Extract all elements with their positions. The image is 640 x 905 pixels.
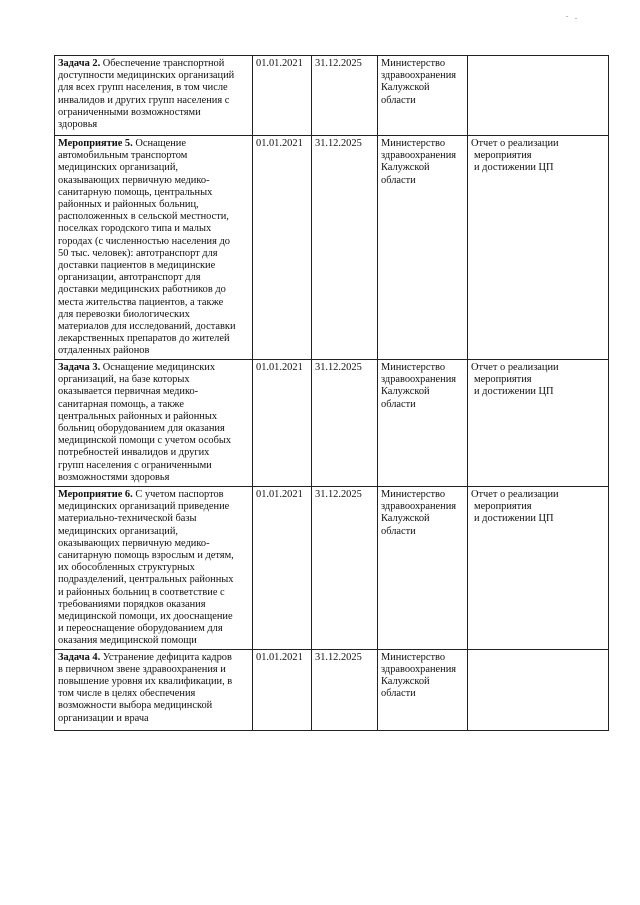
description-line: расположенных в сельской местности,	[58, 211, 229, 223]
description-line: центральных районных и районных	[58, 410, 218, 422]
end-date-cell	[312, 649, 378, 730]
end-date-cell	[312, 360, 378, 487]
end-date: 31.12.2025	[315, 138, 362, 149]
start-date-cell	[253, 649, 312, 730]
description-line: материально-технической базы	[58, 513, 197, 525]
responsible-line: здравоохранения	[381, 70, 457, 82]
description-line: потребностей инвалидов и других	[58, 447, 210, 459]
description-line	[58, 652, 250, 664]
start-date-cell	[253, 487, 312, 650]
description-line: оказания медицинской помощи	[58, 635, 197, 647]
start-date-cell	[253, 360, 312, 487]
item-title: Мероприятие 5.	[58, 138, 133, 149]
description-line	[58, 489, 250, 501]
description-text: Оснащение медицинских	[102, 362, 216, 373]
description-text: С учетом паспортов	[135, 489, 224, 500]
description-line: организации и врача	[58, 712, 149, 724]
description-text: Обеспечение транспортной	[102, 58, 225, 69]
responsible-line: Калужской	[381, 82, 430, 94]
description-cell	[55, 649, 253, 730]
start-date: 01.01.2021	[256, 489, 303, 500]
responsible-line: области	[381, 688, 416, 700]
start-date-cell	[253, 136, 312, 360]
table-row	[55, 360, 609, 487]
measures-table	[54, 55, 609, 731]
responsible-line: Министерство	[381, 489, 446, 500]
description-line: и переоснащение оборудованием для	[58, 623, 223, 635]
responsible-line: Министерство	[381, 362, 446, 373]
responsible-line: Калужской	[381, 162, 430, 174]
end-date: 31.12.2025	[315, 489, 362, 500]
description-cell	[55, 360, 253, 487]
description-line: возможностями здоровья	[58, 471, 170, 483]
description-line: групп населения с ограниченными	[58, 459, 212, 471]
description-line: городах (с численностью населения до	[58, 235, 230, 247]
description-line: медицинских организаций,	[58, 525, 178, 537]
responsible-line: здравоохранения	[381, 374, 457, 386]
description-line: оказывается первичная медико-	[58, 386, 199, 398]
result-line: Отчет о реализации	[471, 489, 559, 500]
start-date: 01.01.2021	[256, 58, 303, 69]
description-line: доставки медицинских работников до	[58, 284, 226, 296]
description-line: места жительства пациентов, а также	[58, 296, 224, 308]
item-title: Задача 2.	[58, 58, 101, 69]
responsible-line: Калужской	[381, 676, 430, 688]
description-line: здоровья	[58, 119, 98, 131]
result-cell	[468, 487, 609, 650]
description-line: материалов для исследований, доставки	[58, 321, 236, 333]
measures-table-body	[55, 56, 609, 731]
result-cell	[468, 649, 609, 730]
responsible-cell	[378, 487, 468, 650]
description-line: больниц оборудованием для оказания	[58, 423, 225, 435]
responsible-line: Калужской	[381, 386, 430, 398]
result-cell	[468, 56, 609, 136]
description-line: организаций, на базе которых	[58, 374, 190, 386]
description-line: доставки пациентов в медицинские	[58, 260, 216, 272]
table-row	[55, 136, 609, 360]
result-line: и достижении ЦП	[474, 513, 554, 525]
end-date-cell	[312, 136, 378, 360]
result-line: мероприятия	[474, 374, 532, 386]
responsible-line: здравоохранения	[381, 501, 457, 513]
description-text: Устранение дефицита кадров	[102, 651, 232, 663]
description-line: автомобильным транспортом	[58, 150, 188, 162]
description-line: поселках городского типа и малых	[58, 223, 212, 235]
table-row	[55, 56, 609, 136]
description-line: для перевозки биологических	[58, 308, 190, 320]
description-text: Оснащение	[135, 138, 186, 149]
start-date-cell	[253, 56, 312, 136]
description-line: оказывающих первичную медико-	[58, 537, 210, 549]
result-line: мероприятия	[474, 501, 532, 513]
description-line: медицинской помощи с учетом особых	[58, 435, 232, 447]
description-line	[58, 138, 250, 150]
description-line: санитарную помощь взрослым и детям,	[58, 550, 234, 562]
item-title: Мероприятие 6.	[58, 489, 133, 500]
responsible-line: области	[381, 525, 416, 537]
responsible-line: области	[381, 398, 416, 410]
end-date-cell	[312, 56, 378, 136]
start-date: 01.01.2021	[256, 138, 303, 149]
scan-speck	[566, 16, 568, 17]
result-cell	[468, 360, 609, 487]
description-line: инвалидов и других групп населения с	[58, 94, 230, 106]
description-line: медицинской помощи, их дооснащение	[58, 611, 233, 623]
responsible-line: области	[381, 174, 416, 186]
responsible-line: Министерство	[381, 651, 446, 663]
responsible-line: здравоохранения	[381, 150, 457, 162]
description-line: отдаленных районов	[58, 345, 150, 357]
description-line: ограниченными возможностями	[58, 106, 201, 118]
description-line: и районных больниц в соответствие с	[58, 586, 225, 598]
description-line: том числе в целях обеспечения	[58, 688, 196, 700]
responsible-cell	[378, 56, 468, 136]
description-line: доступности медицинских организаций	[58, 70, 235, 82]
description-line: организации, автотранспорт для	[58, 272, 201, 284]
responsible-cell	[378, 136, 468, 360]
start-date: 01.01.2021	[256, 651, 303, 663]
description-line: в первичном звене здравоохранения и	[58, 663, 226, 675]
description-line	[58, 58, 250, 70]
result-line: и достижении ЦП	[474, 386, 554, 398]
end-date: 31.12.2025	[315, 651, 362, 663]
description-line: лекарственных препаратов до жителей	[58, 333, 230, 345]
description-line: для всех групп населения, в том числе	[58, 82, 228, 94]
description-line: 50 тыс. человек): автотранспорт для	[58, 247, 218, 259]
description-cell	[55, 487, 253, 650]
end-date-cell	[312, 487, 378, 650]
description-line: санитарная помощь, а также	[58, 398, 184, 410]
responsible-line: Калужской	[381, 513, 430, 525]
responsible-cell	[378, 360, 468, 487]
start-date: 01.01.2021	[256, 362, 303, 373]
result-line: Отчет о реализации	[471, 138, 559, 149]
table-row	[55, 487, 609, 650]
description-line: подразделений, центральных районных	[58, 574, 234, 586]
description-line: санитарную помощь, центральных	[58, 186, 213, 198]
responsible-line: здравоохранения	[381, 663, 457, 675]
end-date: 31.12.2025	[315, 362, 362, 373]
item-title: Задача 4.	[58, 651, 101, 663]
description-line: районных и районных больниц,	[58, 199, 199, 211]
description-line: повышение уровня их квалификации, в	[58, 676, 233, 688]
description-line: возможности выбора медицинской	[58, 700, 213, 712]
description-line: медицинских организаций,	[58, 162, 178, 174]
result-line: мероприятия	[474, 150, 532, 162]
description-line: оказывающих первичную медико-	[58, 174, 210, 186]
description-cell	[55, 56, 253, 136]
end-date: 31.12.2025	[315, 58, 362, 69]
result-line: Отчет о реализации	[471, 362, 559, 373]
table-row	[55, 649, 609, 730]
description-line: требованиями порядков оказания	[58, 598, 206, 610]
item-title: Задача 3.	[58, 362, 101, 373]
responsible-line: области	[381, 94, 416, 106]
result-line: и достижении ЦП	[474, 162, 554, 174]
responsible-line: Министерство	[381, 58, 446, 69]
description-line: медицинских организаций приведение	[58, 501, 230, 513]
responsible-line: Министерство	[381, 138, 446, 149]
responsible-cell	[378, 649, 468, 730]
description-cell	[55, 136, 253, 360]
scan-speck	[575, 18, 577, 19]
result-cell	[468, 136, 609, 360]
description-line: их обособленных структурных	[58, 562, 195, 574]
description-line	[58, 362, 250, 374]
